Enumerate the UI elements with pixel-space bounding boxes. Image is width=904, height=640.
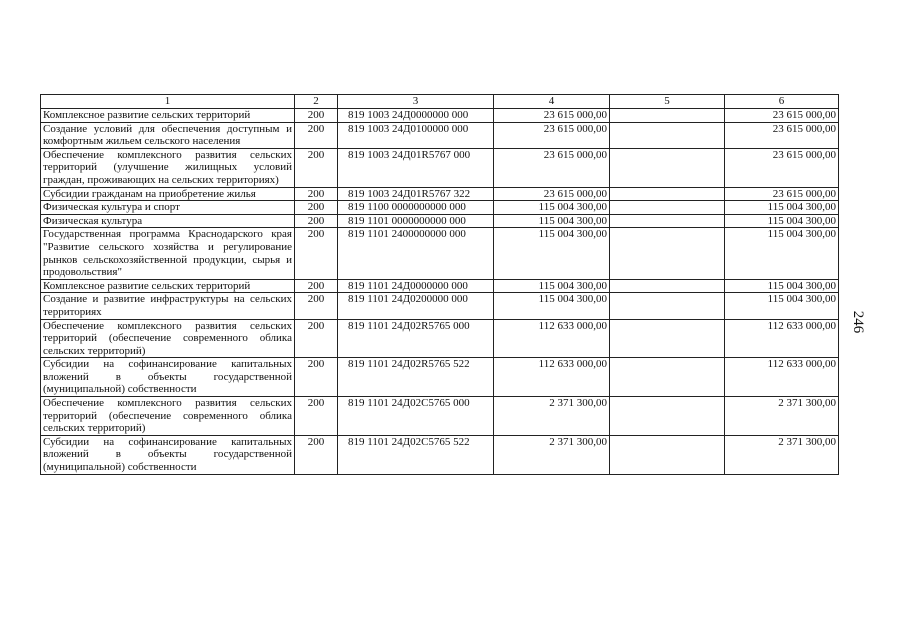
cell-name: Обеспечение комплексного развития сельских территорий (обеспечение современного облика сельских территорий) [41,397,295,436]
cell-column-5 [610,214,725,228]
cell-sum: 2 371 300,00 [494,397,610,436]
cell-column-6: 23 615 000,00 [725,148,839,187]
page-number: 246 [850,310,866,334]
cell-grbs: 200 [295,148,338,187]
cell-sum: 23 615 000,00 [494,148,610,187]
table-row [41,279,839,293]
cell-column-6: 23 615 000,00 [725,122,839,148]
cell-column-6: 115 004 300,00 [725,214,839,228]
table-row [41,319,839,358]
cell-column-5 [610,148,725,187]
cell-column-5 [610,319,725,358]
cell-grbs: 200 [295,228,338,279]
cell-sum: 23 615 000,00 [494,109,610,123]
cell-column-6: 112 633 000,00 [725,319,839,358]
cell-column-5 [610,109,725,123]
cell-classification-code: 819 1101 24Д02С5765 000 [338,397,494,436]
column-header: 3 [338,95,494,109]
cell-sum: 115 004 300,00 [494,293,610,319]
cell-column-5 [610,201,725,215]
cell-classification-code: 819 1003 24Д01R5767 000 [338,148,494,187]
cell-grbs: 200 [295,279,338,293]
cell-column-6: 112 633 000,00 [725,358,839,397]
table-row [41,187,839,201]
cell-classification-code: 819 1003 24Д0000000 000 [338,109,494,123]
table-row [41,435,839,474]
budget-table [40,94,839,475]
cell-grbs: 200 [295,293,338,319]
cell-column-5 [610,397,725,436]
table-row [41,109,839,123]
cell-classification-code: 819 1101 24Д02R5765 000 [338,319,494,358]
cell-name: Комплексное развитие сельских территорий [41,279,295,293]
cell-sum: 23 615 000,00 [494,187,610,201]
table-row [41,293,839,319]
cell-grbs: 200 [295,358,338,397]
cell-name: Комплексное развитие сельских территорий [41,109,295,123]
cell-classification-code: 819 1100 0000000000 000 [338,201,494,215]
cell-classification-code: 819 1101 2400000000 000 [338,228,494,279]
cell-grbs: 200 [295,435,338,474]
cell-grbs: 200 [295,319,338,358]
cell-sum: 115 004 300,00 [494,214,610,228]
table-row [41,214,839,228]
cell-grbs: 200 [295,397,338,436]
cell-sum: 115 004 300,00 [494,201,610,215]
cell-sum: 112 633 000,00 [494,358,610,397]
column-header: 5 [610,95,725,109]
cell-name: Создание и развитие инфраструктуры на сельских территориях [41,293,295,319]
cell-sum: 115 004 300,00 [494,228,610,279]
cell-column-5 [610,187,725,201]
cell-name: Создание условий для обеспечения доступным и комфортным жильем сельского населения [41,122,295,148]
cell-column-6: 115 004 300,00 [725,228,839,279]
cell-column-6: 115 004 300,00 [725,279,839,293]
table-row [41,201,839,215]
cell-column-5 [610,279,725,293]
cell-column-6: 23 615 000,00 [725,109,839,123]
table-row [41,397,839,436]
cell-classification-code: 819 1101 24Д02R5765 522 [338,358,494,397]
cell-column-6: 2 371 300,00 [725,435,839,474]
cell-column-5 [610,293,725,319]
cell-name: Физическая культура [41,214,295,228]
table-row [41,228,839,279]
cell-grbs: 200 [295,109,338,123]
cell-sum: 115 004 300,00 [494,279,610,293]
cell-name: Субсидии на софинансирование капитальных вложений в объекты государственной (муниципальной) собственности [41,435,295,474]
cell-name: Субсидии на софинансирование капитальных вложений в объекты государственной (муниципальной) собственности [41,358,295,397]
cell-classification-code: 819 1101 24Д0200000 000 [338,293,494,319]
cell-column-6: 115 004 300,00 [725,201,839,215]
cell-column-5 [610,122,725,148]
cell-column-5 [610,228,725,279]
column-header: 1 [41,95,295,109]
cell-column-6: 2 371 300,00 [725,397,839,436]
cell-classification-code: 819 1101 24Д0000000 000 [338,279,494,293]
table-row [41,122,839,148]
cell-name: Обеспечение комплексного развития сельских территорий (обеспечение современного облика сельских территорий) [41,319,295,358]
cell-column-6: 23 615 000,00 [725,187,839,201]
cell-grbs: 200 [295,187,338,201]
table-body [41,109,839,475]
cell-sum: 112 633 000,00 [494,319,610,358]
cell-column-6: 115 004 300,00 [725,293,839,319]
table-header-row [41,95,839,109]
cell-classification-code: 819 1003 24Д01R5767 322 [338,187,494,201]
cell-classification-code: 819 1101 24Д02С5765 522 [338,435,494,474]
column-header: 2 [295,95,338,109]
cell-column-5 [610,435,725,474]
cell-grbs: 200 [295,122,338,148]
cell-grbs: 200 [295,214,338,228]
cell-name: Субсидии гражданам на приобретение жилья [41,187,295,201]
cell-sum: 23 615 000,00 [494,122,610,148]
cell-column-5 [610,358,725,397]
cell-name: Обеспечение комплексного развития сельских территорий (улучшение жилищных условий граждан, проживающих на сельских территориях) [41,148,295,187]
cell-sum: 2 371 300,00 [494,435,610,474]
table-row [41,148,839,187]
cell-classification-code: 819 1101 0000000000 000 [338,214,494,228]
cell-name: Физическая культура и спорт [41,201,295,215]
table-row [41,358,839,397]
cell-name: Государственная программа Краснодарского края "Развитие сельского хозяйства и регулирование рынков сельскохозяйственной продукции, сырья и продовольствия" [41,228,295,279]
column-header: 4 [494,95,610,109]
cell-grbs: 200 [295,201,338,215]
cell-classification-code: 819 1003 24Д0100000 000 [338,122,494,148]
column-header: 6 [725,95,839,109]
